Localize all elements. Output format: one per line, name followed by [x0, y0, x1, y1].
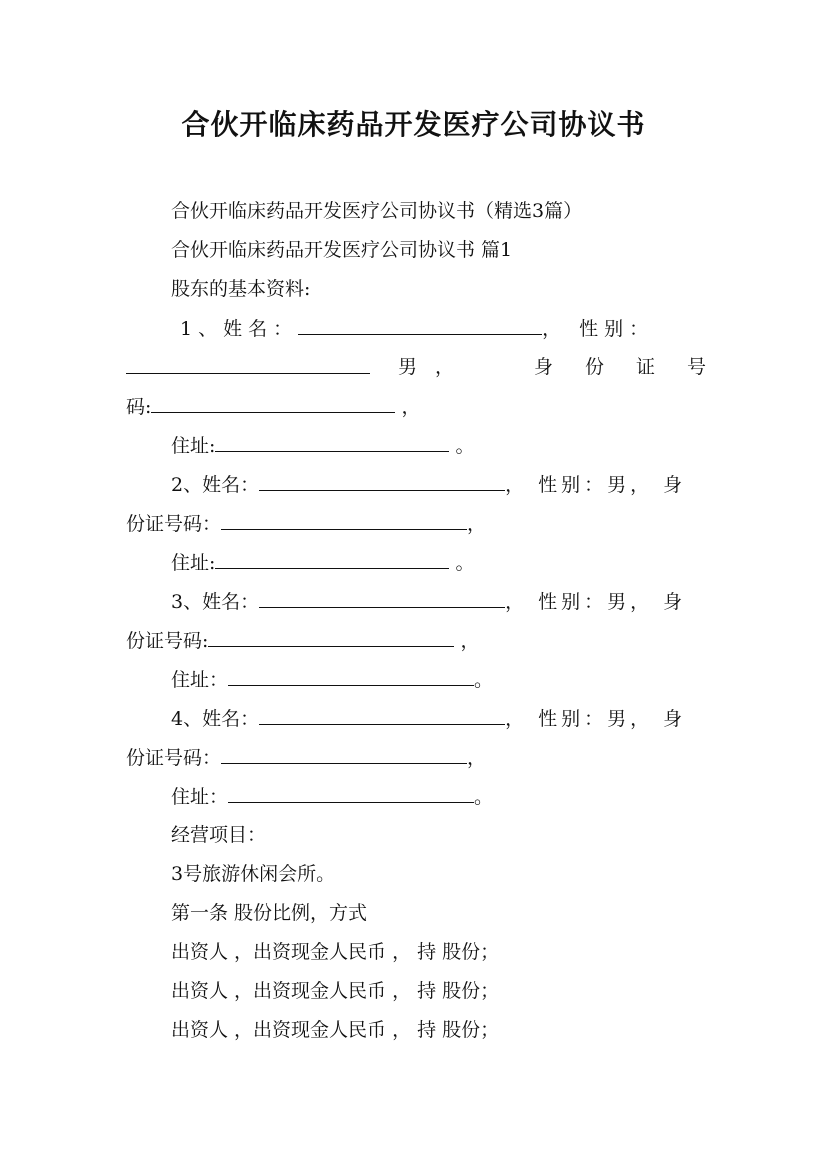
gender-label: ， 性别：男， 身 — [505, 708, 687, 730]
document-title: 合伙开临床药品开发医疗公司协议书 — [181, 108, 646, 141]
address-blank — [215, 550, 449, 569]
shareholder-4-address-line — [171, 784, 493, 809]
comma: ， — [467, 513, 487, 535]
comma: ， — [401, 396, 421, 418]
shareholder-2-id-line — [126, 511, 486, 536]
id-label: 身份证号 — [534, 356, 739, 378]
address-blank — [228, 784, 474, 803]
investor-line-1: 出资人 ，出资现金人民币 ， 持 股份； — [171, 941, 500, 963]
address-blank — [228, 667, 474, 686]
business-text: 3号旅游休闲会所。 — [171, 863, 336, 885]
name-label: 3、姓名： — [171, 591, 260, 613]
period: 。 — [474, 786, 494, 808]
business-heading: 经营项目： — [171, 824, 267, 846]
id-blank — [221, 511, 467, 530]
shareholder-4-name-line — [171, 706, 686, 731]
shareholder-2-address-line — [171, 550, 474, 575]
period: 。 — [455, 552, 475, 574]
id-label-cont: 码: — [126, 396, 152, 418]
article-1-heading: 第一条 股份比例，方式 — [171, 902, 368, 924]
shareholder-3-address-line — [171, 667, 493, 692]
period: 。 — [455, 435, 475, 457]
id-blank — [208, 628, 454, 647]
shareholder-1-id-line — [126, 394, 420, 419]
id-blank — [221, 745, 467, 764]
gender-label: ， 性别：男， 身 — [505, 591, 687, 613]
address-label: 住址: — [171, 552, 216, 574]
id-label: 份证号码： — [126, 513, 222, 535]
shareholder-3-id-line — [126, 628, 479, 653]
id-label: 份证号码: — [126, 630, 209, 652]
comma: ， — [460, 630, 480, 652]
name-blank — [298, 316, 542, 335]
id-label: 份证号码： — [126, 747, 222, 769]
id-blank — [151, 394, 395, 413]
address-label: 住址： — [171, 669, 229, 691]
name-blank — [259, 706, 505, 725]
section-heading: 合伙开临床药品开发医疗公司协议书 篇1 — [171, 239, 513, 261]
address-blank — [215, 433, 449, 452]
gender-label: ， 性别： — [542, 318, 655, 340]
name-label: 4、姓名： — [171, 708, 260, 730]
intro-line: 合伙开临床药品开发医疗公司协议书（精选3篇） — [171, 200, 583, 222]
name-blank — [259, 472, 505, 491]
comma: ， — [467, 747, 487, 769]
address-label: 住址: — [171, 435, 216, 457]
period: 。 — [474, 669, 494, 691]
shareholders-heading: 股东的基本资料: — [171, 278, 311, 300]
name-label: 1、姓名： — [180, 318, 299, 340]
shareholder-1-name-line — [180, 316, 654, 341]
shareholder-4-id-line — [126, 745, 486, 770]
investor-line-2: 出资人 ，出资现金人民币 ， 持 股份； — [171, 980, 500, 1002]
shareholder-3-name-line — [171, 589, 686, 614]
male-text: 男， — [398, 356, 473, 378]
gender-blank — [126, 355, 370, 374]
address-label: 住址： — [171, 786, 229, 808]
shareholder-1-address-line — [171, 433, 474, 458]
name-blank — [259, 589, 505, 608]
name-label: 2、姓名： — [171, 474, 260, 496]
shareholder-1-gender-line — [126, 355, 739, 380]
gender-label: ， 性别：男， 身 — [505, 474, 687, 496]
investor-line-3: 出资人 ，出资现金人民币 ， 持 股份； — [171, 1019, 500, 1041]
shareholder-2-name-line — [171, 472, 686, 497]
